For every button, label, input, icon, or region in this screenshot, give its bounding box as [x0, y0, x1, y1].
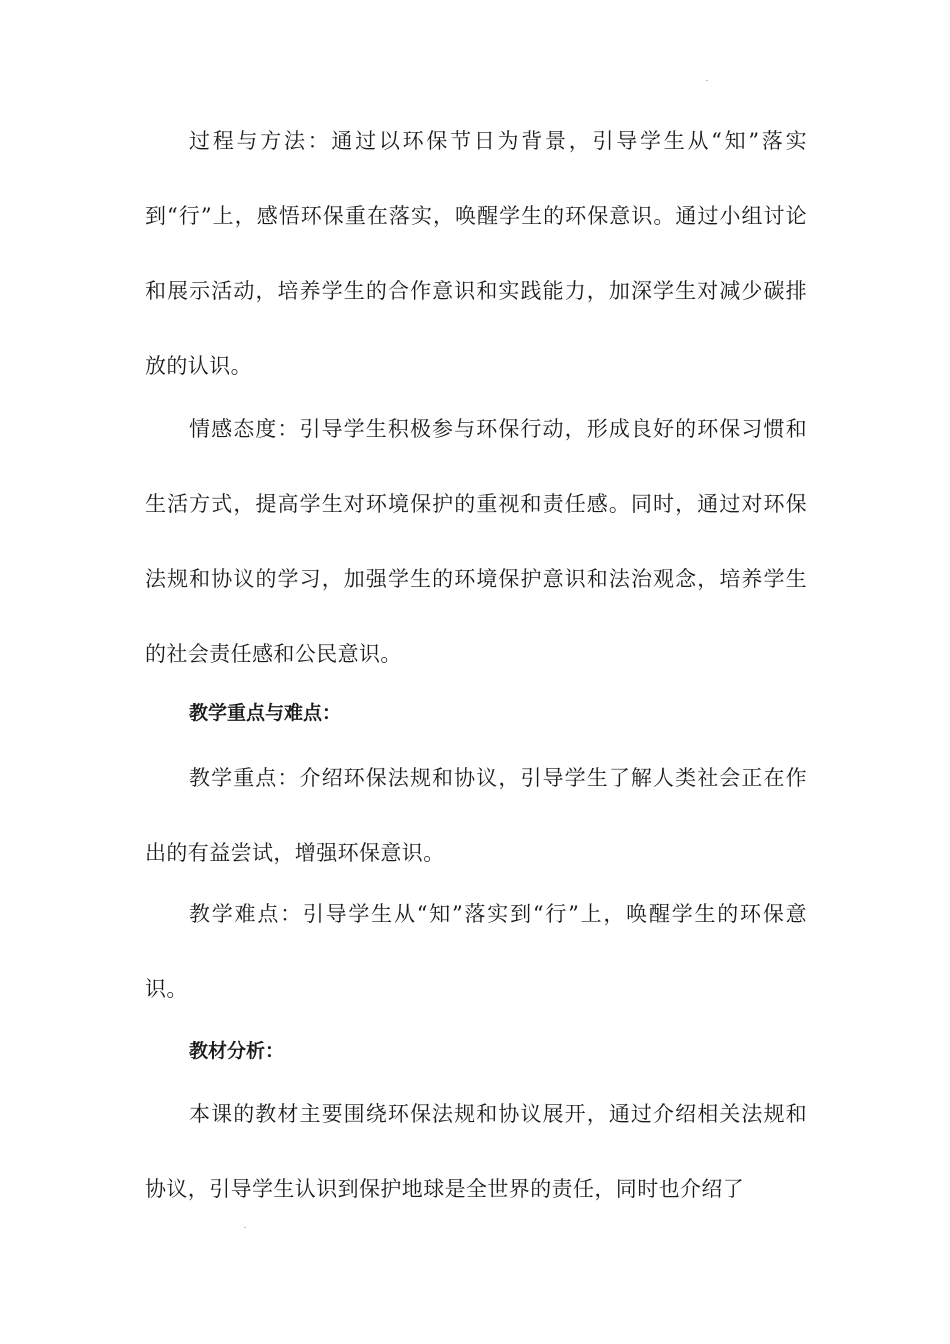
paragraph-key-point: 教学重点：介绍环保法规和协议，引导学生了解人类社会正在作出的有益尝试，增强环保意识。: [145, 766, 807, 865]
paragraph-process-and-methods: 过程与方法：通过以环保节日为背景，引导学生从“知”落实到“行”上，感悟环保重在落实，唤醒学生的环保意识。通过小组讨论和展示活动，培养学生的合作意识和实践能力，加深学生对减少碳排放的认识。: [145, 129, 807, 378]
heading-key-and-difficult-points: 教学重点与难点：: [189, 702, 342, 724]
paragraph-difficult-point: 教学难点：引导学生从“知”落实到“行”上，唤醒学生的环保意识。: [145, 902, 807, 1001]
scan-speck: [244, 1227, 246, 1228]
scan-speck: [706, 80, 708, 81]
heading-textbook-analysis: 教材分析：: [189, 1040, 285, 1062]
paragraph-emotional-attitude: 情感态度：引导学生积极参与环保行动，形成良好的环保习惯和生活方式，提高学生对环境保护的重视和责任感。同时，通过对环保法规和协议的学习，加强学生的环境保护意识和法治观念，培养学生的社会责任感和公民意识。: [145, 417, 807, 666]
paragraph-textbook-analysis: 本课的教材主要围绕环保法规和协议展开，通过介绍相关法规和协议，引导学生认识到保护地球是全世界的责任，同时也介绍了: [145, 1102, 807, 1201]
